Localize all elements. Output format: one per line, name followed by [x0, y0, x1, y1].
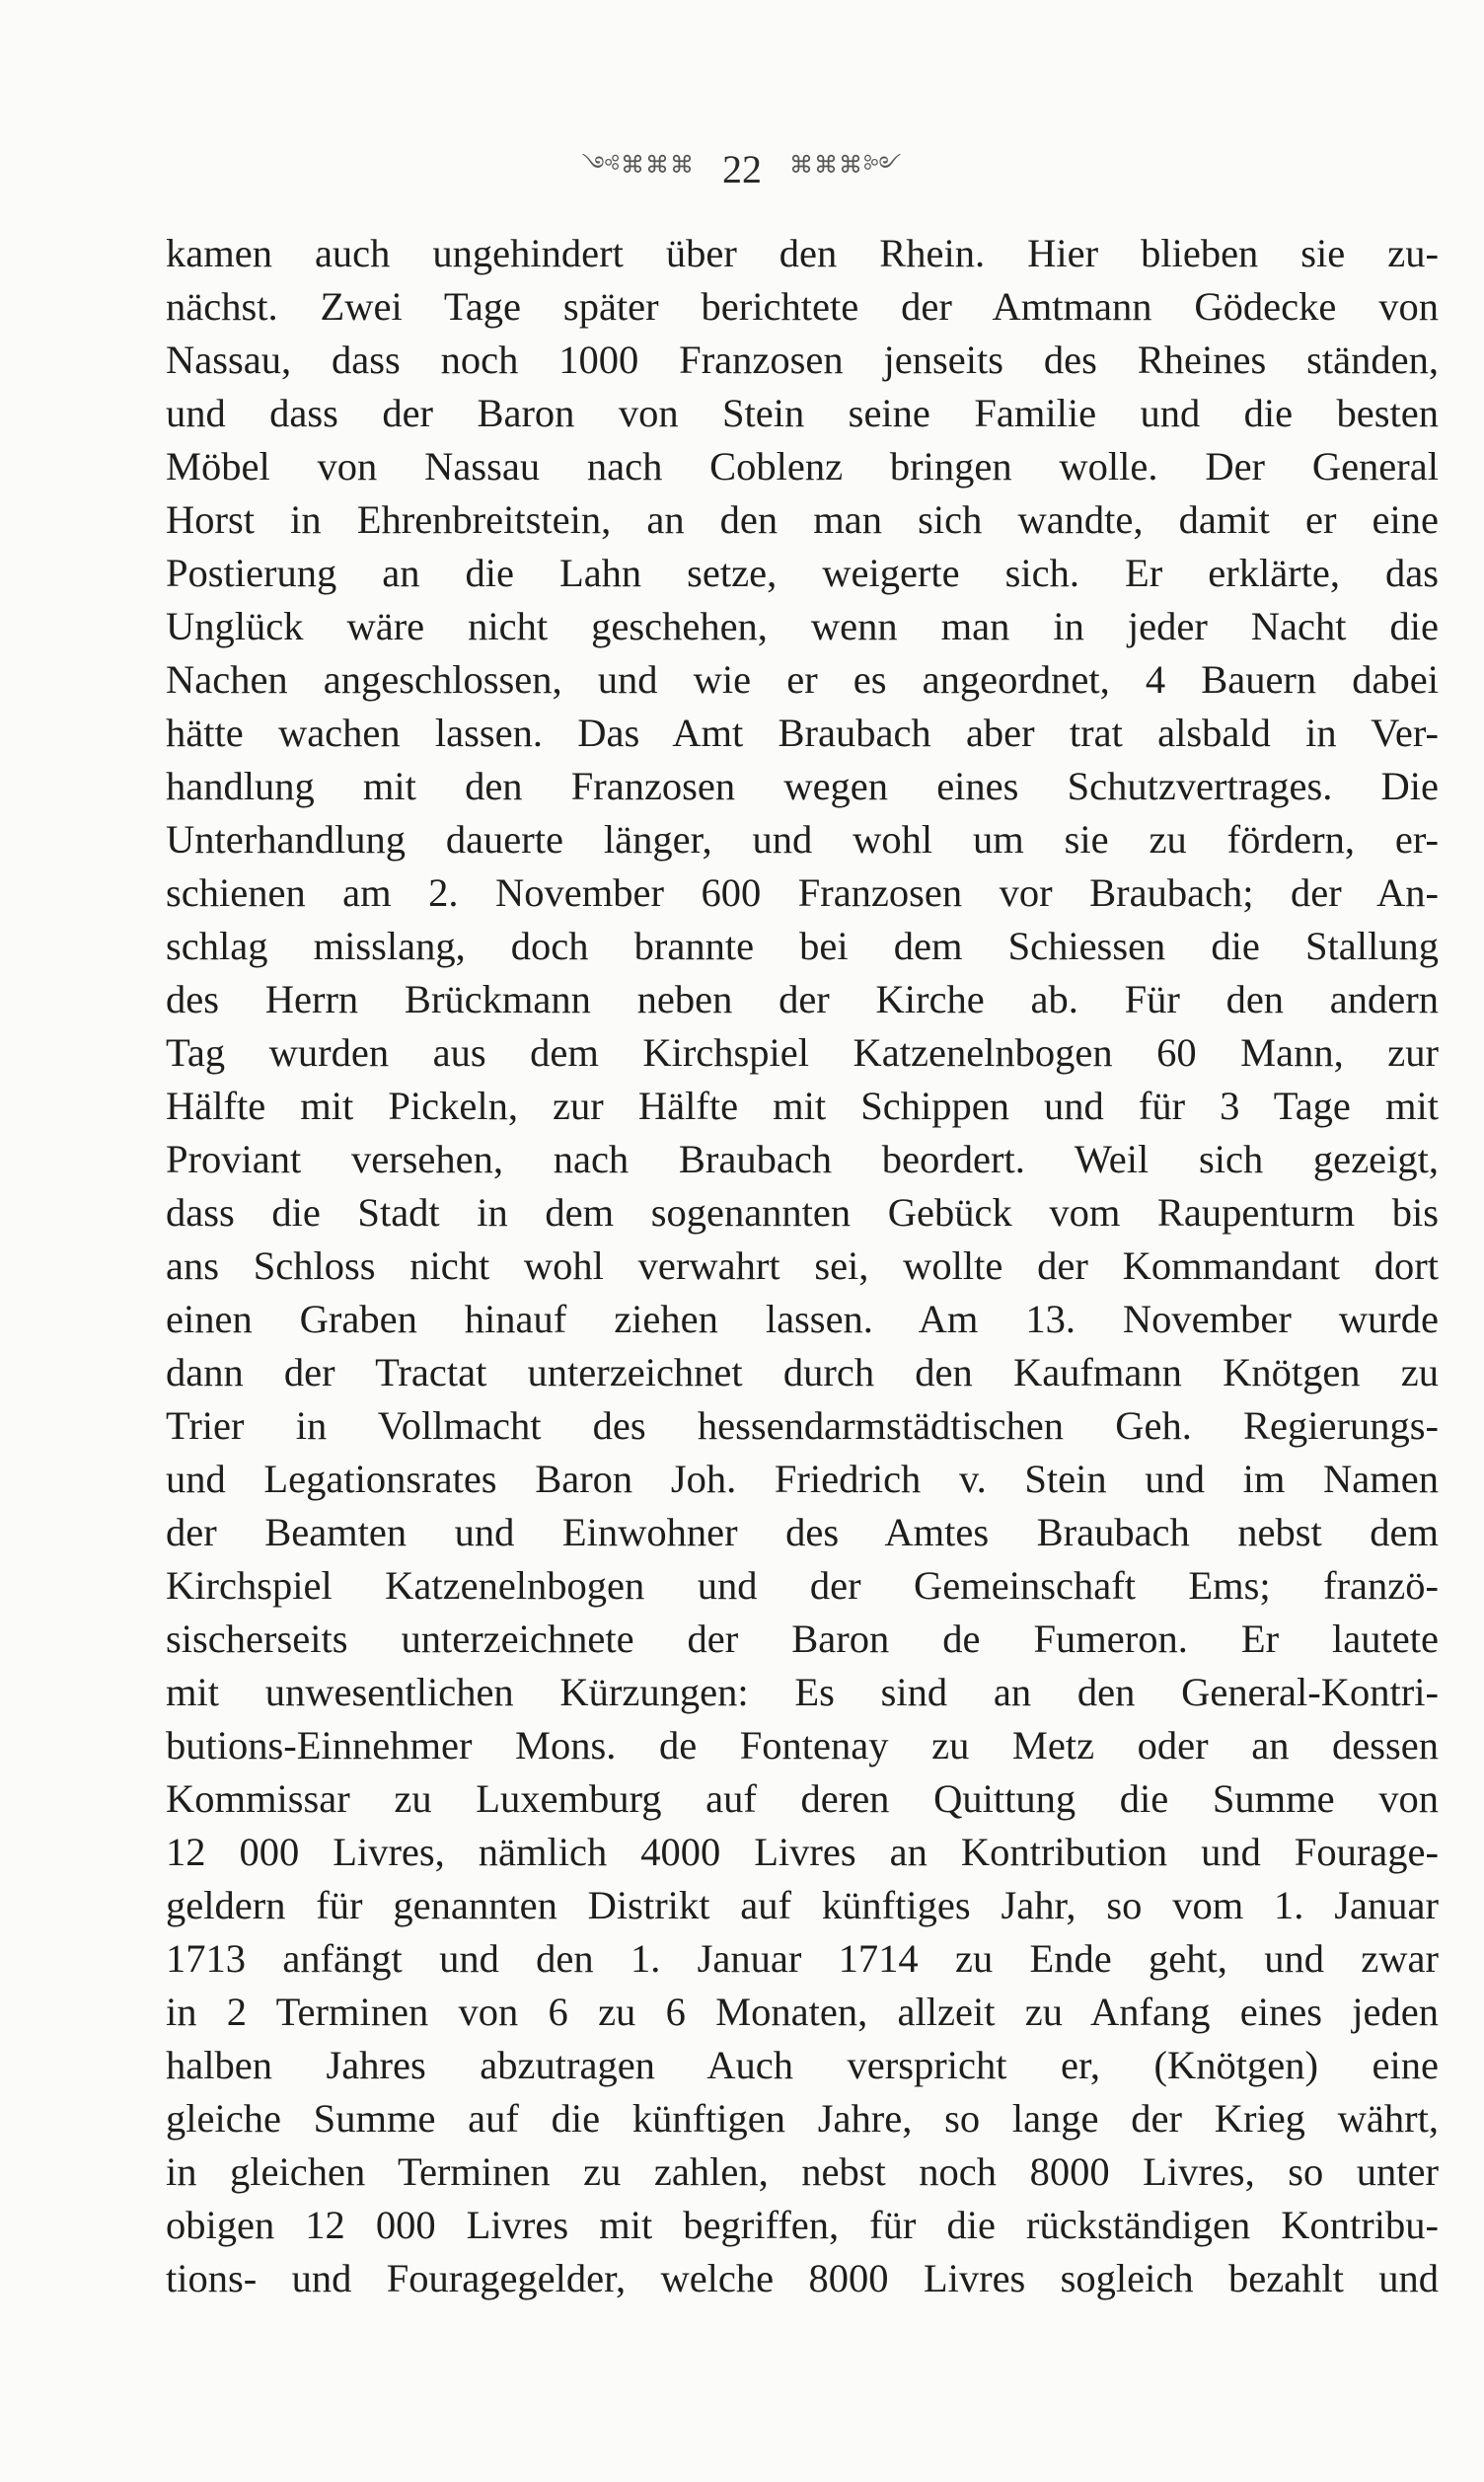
text-line: und dass der Baron von Stein seine Familie und die besten	[166, 391, 1439, 435]
text-line: und Legationsrates Baron Joh. Friedrich v. Stein und im Namen	[166, 1457, 1439, 1501]
text-line: obigen 12 000 Livres mit begriffen, für die rückständigen Kontribu-	[166, 2203, 1439, 2247]
text-line: Tag wurden aus dem Kirchspiel Katzenelnbogen 60 Mann, zur	[166, 1030, 1439, 1075]
text-line: mit unwesentlichen Kürzungen: Es sind an den General-Kontri-	[166, 1670, 1439, 1714]
text-line: Hälfte mit Pickeln, zur Hälfte mit Schippen und für 3 Tage mit	[166, 1084, 1439, 1128]
text-line: halben Jahres abzutragen Auch verspricht er, (Knötgen) eine	[166, 2043, 1439, 2087]
text-line: handlung mit den Franzosen wegen eines Schutzvertrages. Die	[166, 764, 1439, 808]
text-line: gleiche Summe auf die künftigen Jahre, so lange der Krieg währt,	[166, 2096, 1439, 2141]
text-line: dass die Stadt in dem sogenannten Gebück vom Raupenturm bis	[166, 1190, 1439, 1235]
text-line: Kommissar zu Luxemburg auf deren Quittung die Summe von	[166, 1776, 1439, 1821]
text-line: in gleichen Terminen zu zahlen, nebst noch 8000 Livres, so unter	[166, 2149, 1439, 2194]
text-line: Horst in Ehrenbreitstein, an den man sich wandte, damit er eine	[166, 497, 1439, 542]
text-line: schlag misslang, doch brannte bei dem Schiessen die Stallung	[166, 924, 1439, 968]
text-line: nächst. Zwei Tage später berichtete der Amtmann Gödecke von	[166, 284, 1439, 329]
text-line: Kirchspiel Katzenelnbogen und der Gemeinschaft Ems; franzö-	[166, 1563, 1439, 1608]
text-line: Möbel von Nassau nach Coblenz bringen wolle. Der General	[166, 444, 1439, 489]
text-line: schienen am 2. November 600 Franzosen vor Braubach; der An-	[166, 870, 1439, 915]
text-line: des Herrn Brückmann neben der Kirche ab. Für den andern	[166, 977, 1439, 1021]
text-line: 1713 anfängt und den 1. Januar 1714 zu Ende geht, und zwar	[166, 1936, 1439, 1981]
ornament-right-icon: ⌘⌘⌘༻	[789, 152, 903, 179]
text-line: einen Graben hinauf ziehen lassen. Am 13. November wurde	[166, 1297, 1439, 1341]
text-line: tions- und Fouragegelder, welche 8000 Livres sogleich bezahlt und	[166, 2256, 1439, 2300]
ornament-left-icon: ༺⌘⌘⌘	[581, 152, 695, 179]
text-line: hätte wachen lassen. Das Amt Braubach aber trat alsbald in Ver-	[166, 711, 1439, 755]
text-line: butions-Einnehmer Mons. de Fontenay zu Metz oder an dessen	[166, 1723, 1439, 1767]
body-text	[166, 227, 1439, 2305]
text-line: Nassau, dass noch 1000 Franzosen jenseits des Rheines ständen,	[166, 338, 1439, 382]
text-line: Proviant versehen, nach Braubach beordert. Weil sich gezeigt,	[166, 1137, 1439, 1181]
text-line: kamen auch ungehindert über den Rhein. Hier blieben sie zu-	[166, 231, 1439, 275]
text-line: Postierung an die Lahn setze, weigerte sich. Er erklärte, das	[166, 551, 1439, 595]
text-line: geldern für genannten Distrikt auf künftiges Jahr, so vom 1. Januar	[166, 1883, 1439, 1927]
text-line: sischerseits unterzeichnete der Baron de Fumeron. Er lautete	[166, 1617, 1439, 1661]
text-line: Unterhandlung dauerte länger, und wohl um sie zu fördern, er-	[166, 817, 1439, 862]
text-line: der Beamten und Einwohner des Amtes Braubach nebst dem	[166, 1510, 1439, 1554]
text-line: 12 000 Livres, nämlich 4000 Livres an Kontribution und Fourage-	[166, 1830, 1439, 1874]
text-line: Unglück wäre nicht geschehen, wenn man in jeder Nacht die	[166, 604, 1439, 648]
text-line: dann der Tractat unterzeichnet durch den Kaufmann Knötgen zu	[166, 1350, 1439, 1394]
page-header	[0, 146, 1484, 189]
text-line: ans Schloss nicht wohl verwahrt sei, wollte der Kommandant dort	[166, 1243, 1439, 1288]
text-line: in 2 Terminen von 6 zu 6 Monaten, allzeit zu Anfang eines jeden	[166, 1990, 1439, 2034]
page-number: 22	[722, 146, 762, 191]
text-line: Trier in Vollmacht des hessendarmstädtischen Geh. Regierungs-	[166, 1403, 1439, 1448]
text-line: Nachen angeschlossen, und wie er es angeordnet, 4 Bauern dabei	[166, 657, 1439, 702]
